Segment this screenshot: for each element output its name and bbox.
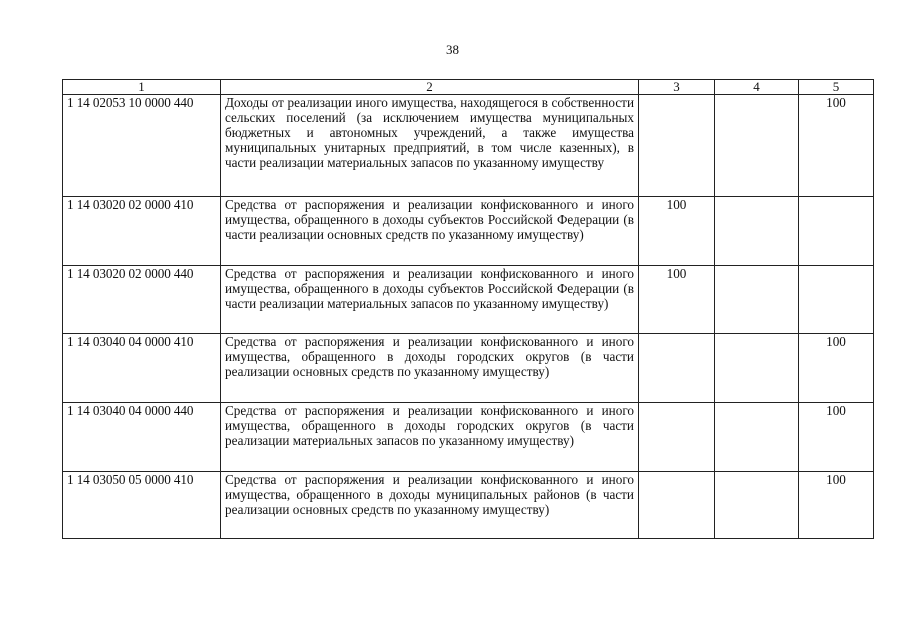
row-col3-value [639,403,715,472]
page-number: 38 [446,42,459,57]
row-description: Доходы от реализации иного имущества, находящегося в собственности сельских поселений (за исключением имущества муниципальных бюджетных и автономных учреждений, а также имущества муниципальных унитарных предприятий, в том числе казенных), в части реализации материальных запасов по указанному имуществу [221,95,639,197]
row-col3-value [639,334,715,403]
row-col5-value: 100 [799,403,874,472]
header-col-1: 1 [63,80,221,95]
row-description: Средства от распоряжения и реализации конфискованного и иного имущества, обращенного в доходы городских округов (в части реализации основных средств по указанному имуществу) [221,334,639,403]
row-col5-value: 100 [799,334,874,403]
row-col5-value: 100 [799,95,874,197]
row-col4-value [715,472,799,539]
header-col-5: 5 [799,80,874,95]
row-code: 1 14 03050 05 0000 410 [63,472,221,539]
row-code: 1 14 03020 02 0000 440 [63,266,221,334]
table-header-row [63,80,874,95]
header-col-4: 4 [715,80,799,95]
row-col4-value [715,266,799,334]
table-row [63,334,874,403]
row-description: Средства от распоряжения и реализации конфискованного и иного имущества, обращенного в доходы муниципальных районов (в части реализации основных средств по указанному имуществу) [221,472,639,539]
table-row [63,266,874,334]
header-col-3: 3 [639,80,715,95]
row-col3-value [639,472,715,539]
row-col3-value: 100 [639,197,715,266]
row-col5-value [799,197,874,266]
row-code: 1 14 02053 10 0000 440 [63,95,221,197]
row-description: Средства от распоряжения и реализации конфискованного и иного имущества, обращенного в доходы субъектов Российской Федерации (в части реализации основных средств по указанному имуществу) [221,197,639,266]
row-col5-value [799,266,874,334]
row-col4-value [715,95,799,197]
table-row [63,403,874,472]
row-col5-value: 100 [799,472,874,539]
row-col4-value [715,197,799,266]
row-code: 1 14 03020 02 0000 410 [63,197,221,266]
header-col-2: 2 [221,80,639,95]
row-col3-value [639,95,715,197]
row-description: Средства от распоряжения и реализации конфискованного и иного имущества, обращенного в доходы городских округов (в части реализации материальных запасов по указанному имуществу) [221,403,639,472]
row-col3-value: 100 [639,266,715,334]
row-code: 1 14 03040 04 0000 440 [63,403,221,472]
table-row [63,95,874,197]
row-col4-value [715,334,799,403]
table-row [63,472,874,539]
revenue-codes-table [62,79,874,539]
row-code: 1 14 03040 04 0000 410 [63,334,221,403]
row-col4-value [715,403,799,472]
row-description: Средства от распоряжения и реализации конфискованного и иного имущества, обращенного в доходы субъектов Российской Федерации (в части реализации материальных запасов по указанному имуществу) [221,266,639,334]
table-row [63,197,874,266]
